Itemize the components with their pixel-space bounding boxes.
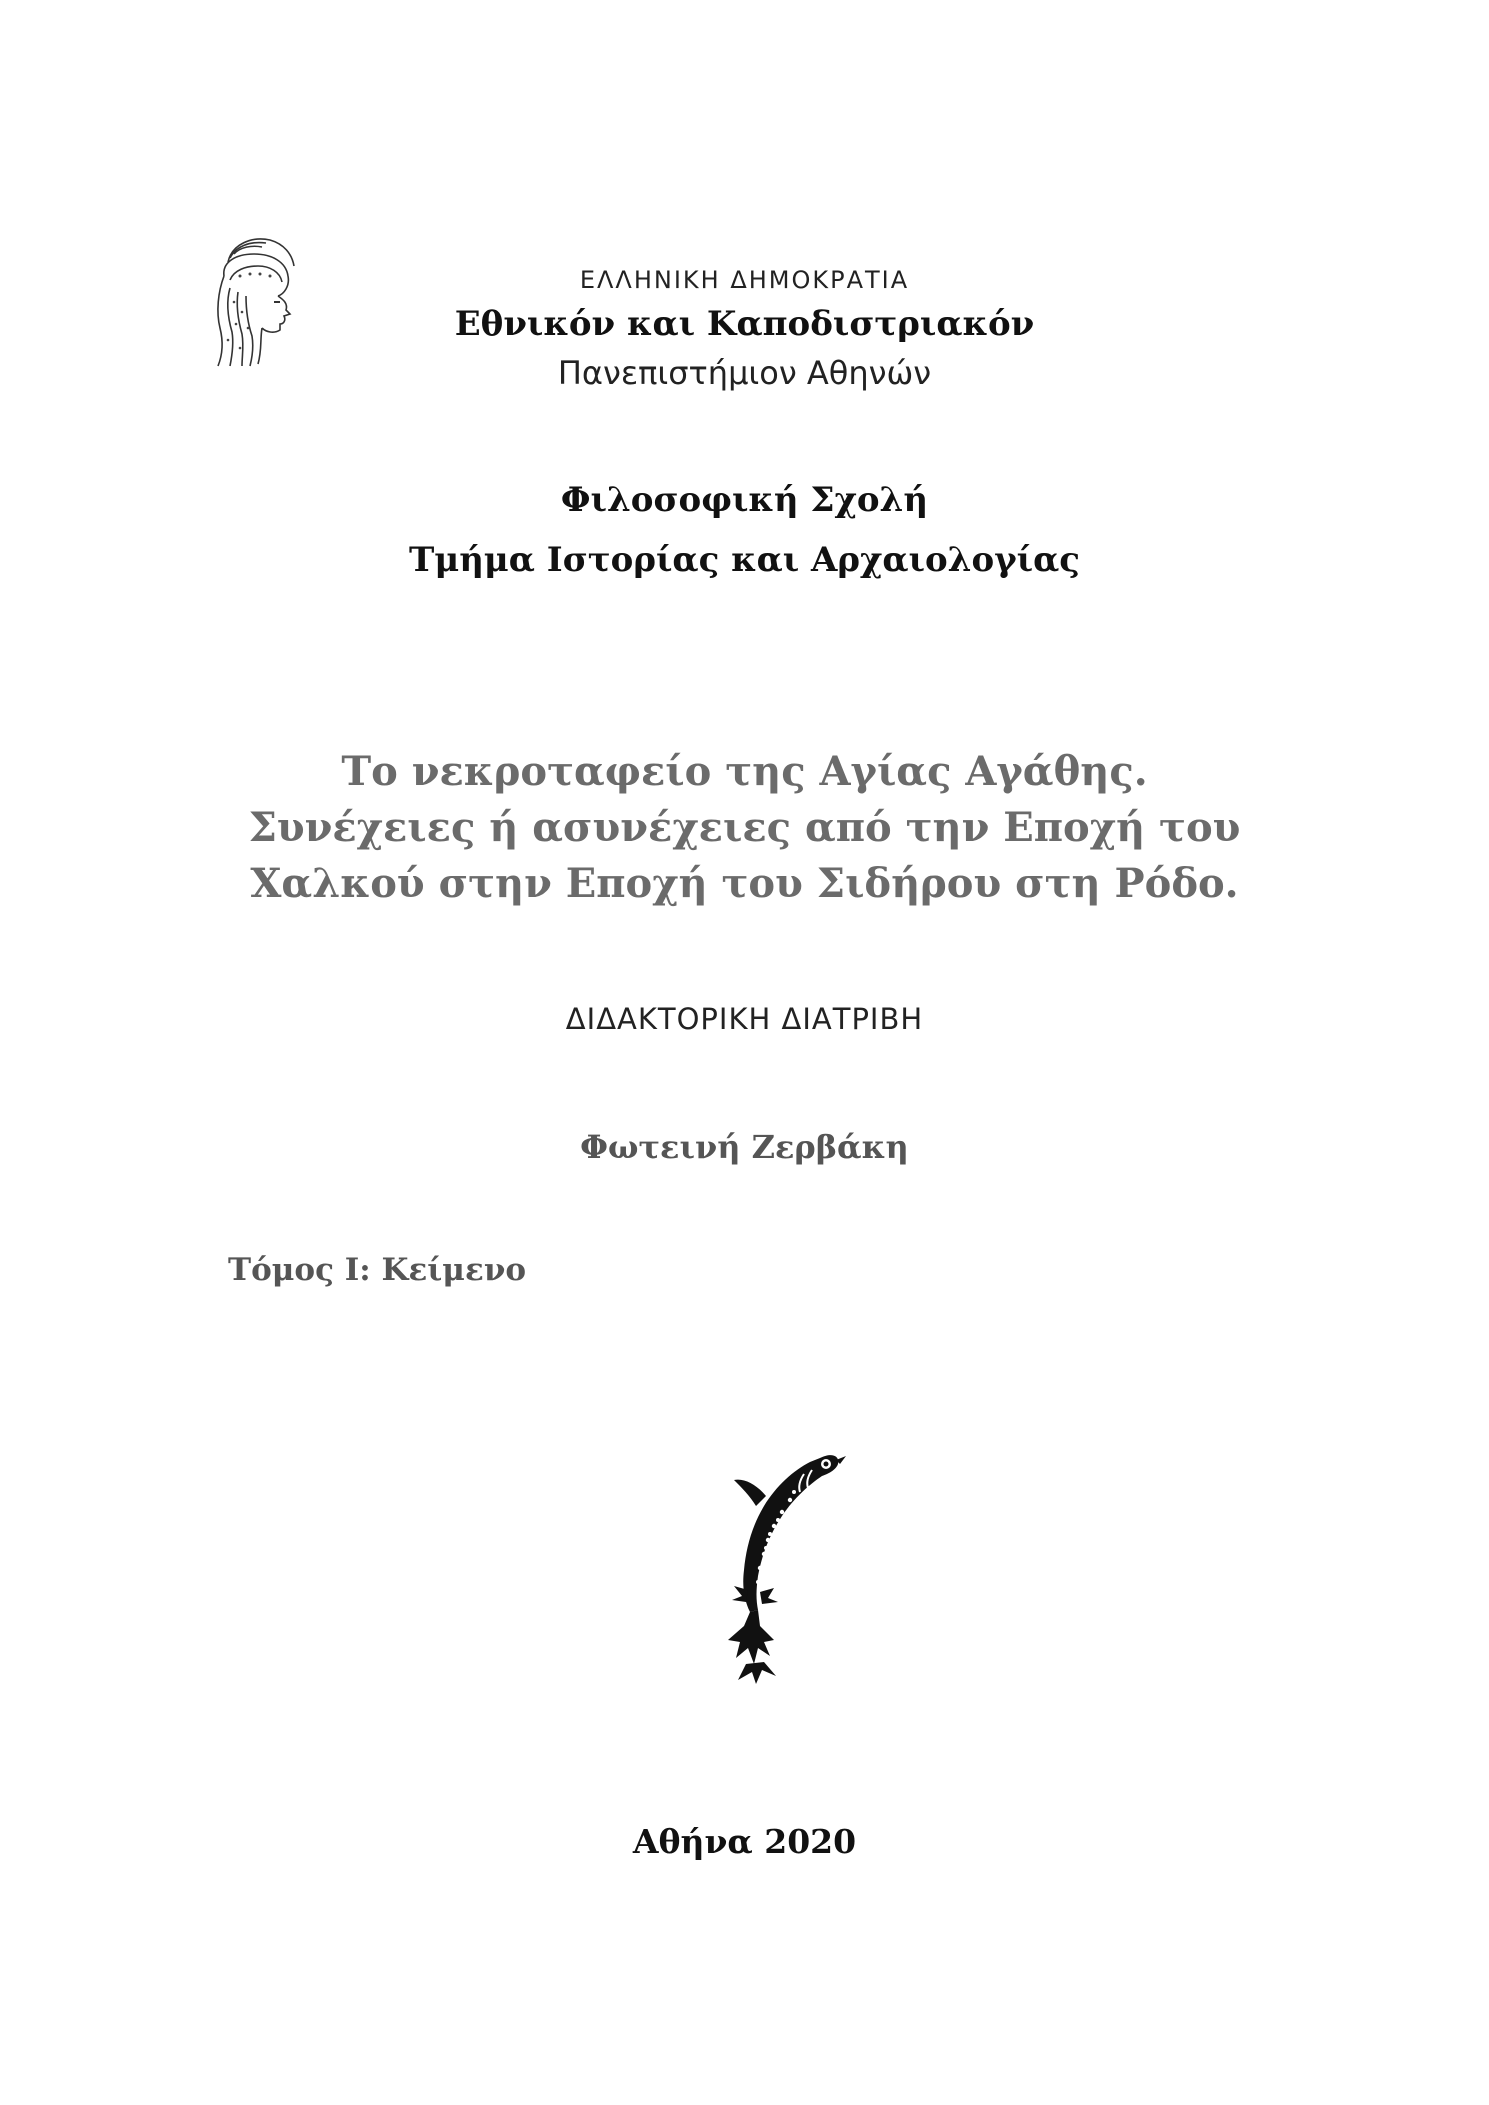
thesis-title-line-2: Συνέχειες ή ασυνέχειες από την Εποχή του: [248, 804, 1241, 851]
university-name: Εθνικόν και Καποδιστριακόν: [454, 304, 1035, 344]
republic-label: ΕΛΛΗΝΙΚΗ ΔΗΜΟΚΡΑΤΙΑ: [579, 266, 910, 294]
university-city: Πανεπιστήμιον Αθηνών: [557, 354, 932, 392]
document-type: ΔΙΔΑΚΤΟΡΙΚΗ ΔΙΑΤΡΙΒΗ: [565, 1002, 924, 1036]
leaping-fish-icon: [690, 1440, 850, 1700]
department-name: Τμήμα Ιστορίας και Αρχαιολογίας: [409, 540, 1080, 580]
school-name: Φιλοσοφική Σχολή: [560, 480, 929, 520]
volume-label: Τόμος Ι: Κείμενο: [228, 1252, 527, 1288]
thesis-title-line-3: Χαλκού στην Εποχή του Σιδήρου στη Ρόδο.: [250, 860, 1239, 907]
athena-helmet-head-icon: [200, 232, 310, 372]
place-and-date: Αθήνα 2020: [632, 1822, 857, 1861]
thesis-title-line-1: Το νεκροταφείο της Αγίας Αγάθης.: [341, 748, 1148, 795]
author-name: Φωτεινή Ζερβάκη: [580, 1128, 909, 1166]
